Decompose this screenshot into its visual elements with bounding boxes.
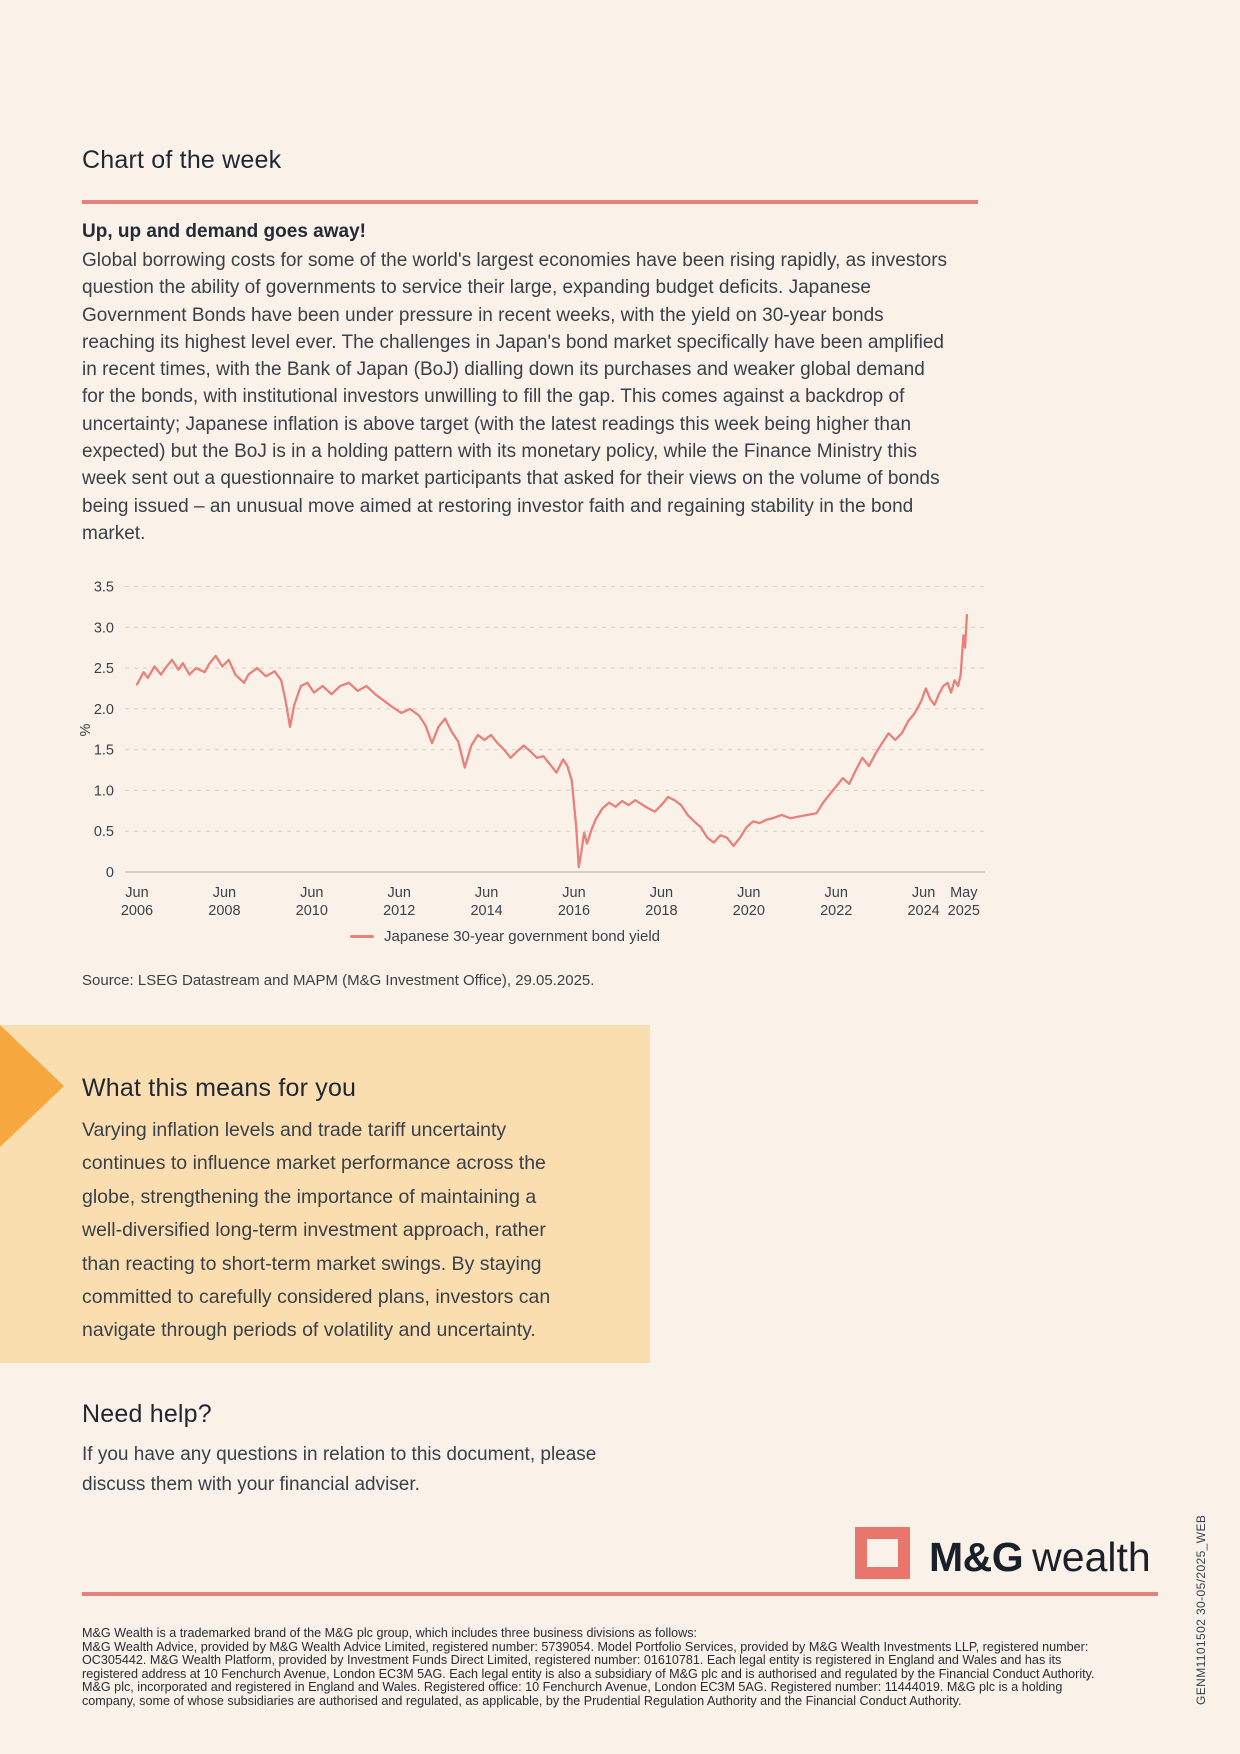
svg-text:2025: 2025 — [947, 903, 980, 919]
svg-text:2010: 2010 — [295, 903, 328, 919]
help-heading: Need help? — [82, 1400, 212, 1428]
svg-text:0.5: 0.5 — [93, 824, 114, 841]
svg-text:Jun: Jun — [824, 885, 848, 901]
means-paragraph: Varying inflation levels and trade tariff uncertainty continues to influence market performance across the globe, strengthening the importance of maintaining a well-diversified long-term investment approach, rather than reacting to short-term market swings. By staying committed to carefully considered plans, investors can navigate through periods of volatility and uncertainty. — [82, 1119, 551, 1342]
legend-label: Japanese 30-year government bond yield — [383, 928, 660, 945]
bond-yield-line-chart — [70, 570, 1110, 930]
svg-text:0: 0 — [105, 865, 114, 881]
svg-text:3.5: 3.5 — [93, 579, 114, 596]
footer-divider-rule — [82, 1592, 1158, 1596]
svg-text:2.5: 2.5 — [93, 661, 114, 678]
svg-text:2008: 2008 — [208, 903, 241, 919]
svg-text:2014: 2014 — [470, 903, 503, 919]
svg-text:2.0: 2.0 — [93, 701, 114, 718]
chart-legend — [0, 928, 1010, 945]
svg-text:Jun: Jun — [649, 885, 674, 901]
svg-text:Jun: Jun — [212, 885, 237, 901]
svg-text:1.0: 1.0 — [93, 783, 114, 800]
svg-text:Jun: Jun — [737, 885, 761, 901]
svg-text:Jun: Jun — [911, 885, 936, 901]
svg-text:2012: 2012 — [383, 903, 416, 919]
svg-text:2016: 2016 — [557, 903, 591, 919]
mandg-wealth-logo — [929, 1534, 1151, 1581]
svg-text:Jun: Jun — [387, 885, 411, 901]
svg-text:2018: 2018 — [645, 903, 678, 919]
intro-heading: Up, up and demand goes away! — [82, 221, 366, 242]
intro-paragraph: Global borrowing costs for some of the world's largest economies have been rising rapidly, as investors question the ability of governments to service their large, expanding budget deficits. Japanese Government Bonds have been under pressure in recent weeks, with the yield on 30-year bonds reaching its highest level ever. The challenges in Japan's bond market specifically have been amplified in recent times, with the Bank of Japan (BoJ) dialling down its purchases and weaker global demand for the bonds, with institutional investors unwilling to fill the gap. This comes against a backdrop of uncertainty; Japanese inflation is above target (with the latest readings this week being higher than expected) but the BoJ is in a holding pattern with its monetary policy, while the Finance Ministry this week sent out a questionnaire to market participants that asked for their views on the volume of bonds being issued – an unusual move aimed at restoring investor faith and regaining stability in the bond market. — [82, 250, 948, 544]
svg-text:3.0: 3.0 — [93, 620, 114, 637]
help-paragraph: If you have any questions in relation to this document, please discuss them with your financial adviser. — [82, 1444, 597, 1495]
footer-legal-block — [82, 1627, 1095, 1708]
chart-source: Source: LSEG Datastream and MAPM (M&G Investment Office), 29.05.2025. — [82, 972, 595, 989]
footer-line: company, some of whose subsidiaries are authorised and regulated, as applicable, by the Prudential Regulation Authority and the Financial Conduct Authority. — [82, 1693, 962, 1708]
svg-text:2022: 2022 — [820, 903, 853, 919]
svg-text:1.5: 1.5 — [93, 742, 114, 759]
footer-line: M&G Wealth is a trademarked brand of the M&G plc group, which includes three business divisions as follows: — [82, 1626, 698, 1640]
svg-text:2006: 2006 — [120, 903, 154, 919]
document-reference-code: GENM1101502 30-05/2025_WEB — [1194, 1514, 1208, 1705]
svg-text:Jun: Jun — [474, 885, 499, 901]
svg-text:Jun: Jun — [562, 885, 586, 901]
title-divider-rule — [82, 200, 978, 204]
svg-text:Jun: Jun — [125, 885, 149, 901]
svg-text:2024: 2024 — [907, 903, 940, 919]
footer-line: registered address at 10 Fenchurch Avenue, London EC3M 5AG. Each legal entity is also a subsidiary of M&G plc and is authorised and regulated by the Financial Conduct Authority. — [82, 1666, 1095, 1681]
logo-brand-bold: M&G — [929, 1534, 1024, 1580]
footer-line: M&G plc, incorporated and registered in England and Wales. Registered office: 10 Fenchurch Avenue, London EC3M 5AG. Registered number: 11444019. M&G plc is a holding — [82, 1680, 1063, 1694]
legend-line-marker — [350, 935, 374, 938]
footer-line: OC305442. M&G Wealth Platform, provided by Investment Funds Direct Limited, registered number: 01610781. Each legal entity is registered in England and Wales and has its — [82, 1653, 1062, 1667]
svg-text:May: May — [950, 885, 978, 901]
logo-brand-light: wealth — [1032, 1534, 1151, 1580]
svg-text:%: % — [78, 723, 94, 737]
svg-text:Jun: Jun — [300, 885, 324, 901]
svg-text:2020: 2020 — [732, 903, 765, 919]
footer-line: M&G Wealth Advice, provided by M&G Wealth Advice Limited, registered number: 5739054. Model Portfolio Services, provided by M&G Wealth Investments LLP, registered number: — [82, 1639, 1089, 1654]
means-heading: What this means for you — [82, 1074, 357, 1102]
page-title: Chart of the week — [82, 146, 282, 174]
mandg-logo-square-icon — [855, 1527, 910, 1579]
